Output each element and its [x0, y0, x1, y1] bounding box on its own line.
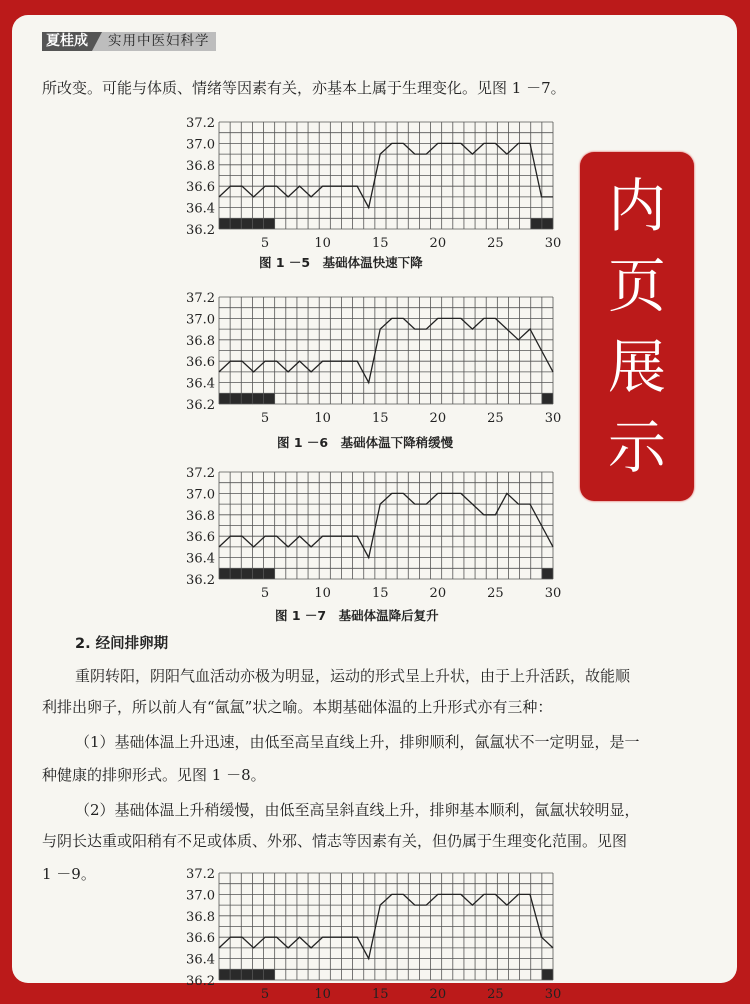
chart-grid: [219, 297, 553, 404]
y-tick-label: 36.2: [186, 223, 215, 238]
x-tick-label: 10: [314, 987, 331, 1002]
x-tick-label: 5: [260, 987, 270, 1002]
y-tick-label: 37.2: [186, 116, 215, 131]
menses-day-marker: [241, 568, 252, 579]
menses-day-marker: [241, 218, 252, 229]
badge-char: 内: [607, 172, 666, 241]
body-paragraph-line: 1 －9。: [42, 865, 96, 883]
y-tick-label: 36.8: [186, 333, 215, 349]
figure-caption-1-7: 图 1 －7 基础体温降后复升: [275, 608, 439, 623]
bbt-chart-fig-1-6: [177, 287, 573, 428]
chart-grid: [219, 873, 553, 980]
menses-day-marker: [252, 969, 263, 980]
x-tick-label: 20: [429, 236, 447, 251]
y-tick-label: 36.8: [186, 909, 215, 925]
y-tick-label: 36.6: [186, 931, 215, 947]
menses-day-marker: [252, 568, 263, 579]
badge-char: 页: [607, 252, 666, 321]
x-tick-label: 15: [371, 236, 389, 251]
bbt-chart-fig-1-5: [177, 112, 573, 253]
y-tick-label: 36.2: [186, 398, 215, 413]
figure-caption-1-6: 图 1 －6 基础体温下降稍缓慢: [277, 435, 454, 450]
x-tick-label: 30: [544, 987, 562, 1002]
bbt-chart-fig-1-7: [177, 462, 573, 603]
section-heading: 2. 经间排卵期: [75, 636, 169, 652]
y-tick-label: 37.0: [186, 487, 215, 503]
body-paragraph-line: 与阴长达重或阳稍有不足或体质、外邪、情志等因素有关，但仍属于生理变化范围。见图: [42, 832, 628, 850]
book-page: [12, 15, 737, 1002]
menses-day-marker: [264, 393, 275, 404]
x-tick-label: 30: [544, 236, 562, 251]
bbt-chart-fig-1-9: [177, 863, 573, 1004]
x-tick-label: 20: [429, 411, 447, 426]
menses-day-marker: [219, 969, 230, 980]
menses-day-marker: [264, 218, 275, 229]
y-tick-label: 36.4: [186, 952, 215, 968]
menses-day-marker: [531, 218, 542, 229]
body-paragraph-line: 利排出卵子，所以前人有“氤氲”状之喻。本期基础体温的上升形式亦有三种：: [42, 698, 553, 716]
x-tick-label: 15: [371, 987, 389, 1002]
y-tick-label: 37.0: [186, 137, 215, 153]
badge-char: 展: [607, 332, 666, 401]
chart-grid: [219, 472, 553, 579]
x-tick-label: 15: [371, 411, 389, 426]
body-paragraph-line: 重阴转阳，阴阳气血活动亦极为明显，运动的形式呈上升状，由于上升活跃，故能顺: [75, 667, 631, 685]
chart-grid: [219, 122, 553, 229]
menses-day-marker: [219, 568, 230, 579]
x-tick-label: 20: [429, 987, 447, 1002]
x-tick-label: 25: [487, 586, 504, 601]
menses-day-marker: [230, 969, 241, 980]
x-tick-label: 5: [260, 236, 270, 251]
x-tick-label: 25: [487, 411, 504, 426]
x-tick-label: 25: [487, 987, 504, 1002]
menses-day-marker: [252, 218, 263, 229]
y-tick-label: 36.8: [186, 158, 215, 174]
menses-day-marker: [219, 393, 230, 404]
x-tick-label: 10: [314, 236, 331, 251]
x-tick-label: 25: [487, 236, 504, 251]
y-tick-label: 36.4: [186, 376, 215, 392]
x-tick-label: 10: [314, 411, 331, 426]
running-head-author: 夏桂成: [42, 32, 92, 51]
menses-day-marker: [264, 969, 275, 980]
menses-day-marker: [230, 218, 241, 229]
menses-day-marker: [264, 568, 275, 579]
inner-page-preview-badge: [580, 152, 694, 501]
running-head: [42, 32, 216, 51]
menses-day-marker: [230, 393, 241, 404]
menses-day-marker: [241, 969, 252, 980]
y-tick-label: 36.6: [186, 180, 215, 196]
x-tick-label: 20: [429, 586, 447, 601]
menses-day-marker: [542, 969, 553, 980]
x-tick-label: 10: [314, 586, 331, 601]
figure-caption-1-5: 图 1 －5 基础体温快速下降: [259, 255, 423, 270]
body-paragraph-line: （1）基础体温上升迅速，由低至高呈直线上升，排卵顺利，氤氲状不一定明显，是一: [75, 733, 640, 751]
menses-day-marker: [241, 393, 252, 404]
menses-day-marker: [230, 568, 241, 579]
x-tick-label: 5: [260, 411, 270, 426]
x-tick-label: 15: [371, 586, 389, 601]
y-tick-label: 37.2: [186, 291, 215, 306]
menses-day-marker: [542, 218, 553, 229]
y-tick-label: 36.8: [186, 508, 215, 524]
running-head-title: 实用中医妇科学: [92, 32, 216, 51]
menses-day-marker: [219, 218, 230, 229]
y-tick-label: 36.4: [186, 201, 215, 217]
y-tick-label: 37.0: [186, 888, 215, 904]
body-paragraph-line: 种健康的排卵形式。见图 1 －8。: [42, 766, 266, 784]
x-tick-label: 30: [544, 586, 562, 601]
x-tick-label: 30: [544, 411, 562, 426]
menses-day-marker: [542, 568, 553, 579]
body-paragraph-line: （2）基础体温上升稍缓慢，由低至高呈斜直线上升，排卵基本顺利，氤氲状较明显，: [75, 801, 640, 819]
y-tick-label: 36.2: [186, 573, 215, 588]
y-tick-label: 37.0: [186, 312, 215, 328]
y-tick-label: 36.4: [186, 551, 215, 567]
menses-day-marker: [252, 393, 263, 404]
menses-day-marker: [542, 393, 553, 404]
y-tick-label: 36.2: [186, 974, 215, 989]
x-tick-label: 5: [260, 586, 270, 601]
intro-paragraph: 所改变。可能与体质、情绪等因素有关，亦基本上属于生理变化。见图 1 －7。: [42, 79, 566, 97]
badge-char: 示: [607, 412, 666, 481]
y-tick-label: 37.2: [186, 466, 215, 481]
y-tick-label: 36.6: [186, 530, 215, 546]
y-tick-label: 36.6: [186, 355, 215, 371]
y-tick-label: 37.2: [186, 867, 215, 882]
